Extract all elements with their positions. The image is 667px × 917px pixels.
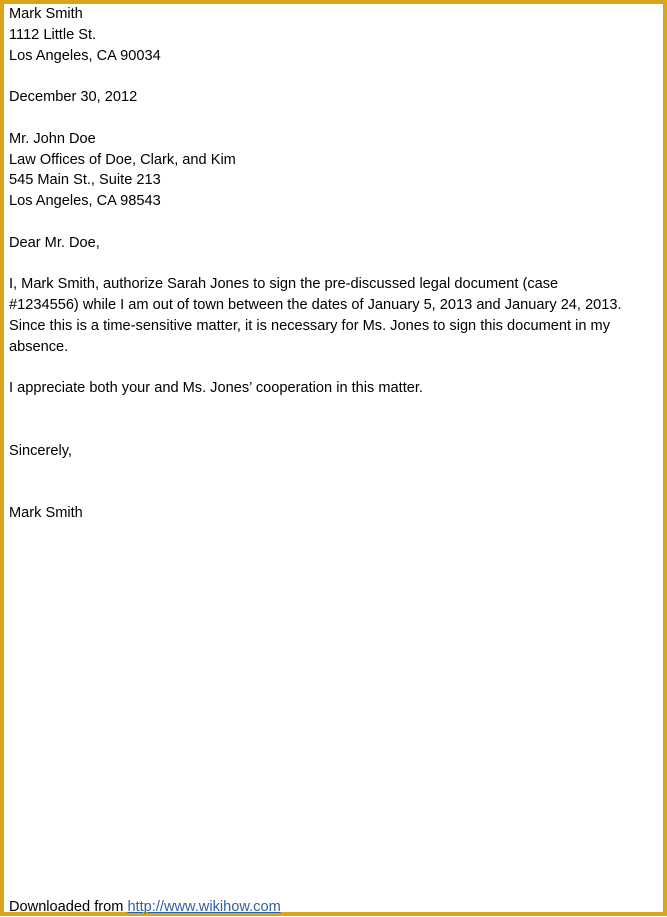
recipient-name: Mr. John Doe	[9, 130, 96, 147]
recipient-city: Los Angeles, CA 98543	[9, 193, 161, 210]
spacer	[9, 358, 667, 379]
sender-city: Los Angeles, CA 90034	[9, 47, 161, 64]
sender-street: 1112 Little St.	[9, 26, 97, 43]
spacer	[9, 399, 667, 441]
body-paragraph-1-line: Since this is a time-sensitive matter, it is necessary for Ms. Jones to sign this document in my	[9, 317, 611, 334]
recipient-firm: Law Offices of Doe, Clark, and Kim	[9, 151, 236, 168]
closing: Sincerely,	[9, 442, 72, 459]
salutation: Dear Mr. Doe,	[9, 234, 100, 251]
body-paragraph-1-line: #1234556) while I am out of town between the dates of January 5, 2013 and January 24, 2013.	[9, 297, 622, 314]
footer-prefix: Downloaded from	[9, 899, 128, 915]
spacer	[9, 212, 667, 233]
wikihow-link[interactable]: http://www.wikihow.com	[127, 899, 281, 915]
spacer	[9, 66, 667, 87]
sender-name: Mark Smith	[9, 6, 83, 22]
spacer	[9, 254, 667, 275]
body-paragraph-1-line: I, Mark Smith, authorize Sarah Jones to sign the pre-discussed legal document (case	[9, 276, 559, 293]
spacer	[9, 462, 667, 504]
letter-date: December 30, 2012	[9, 89, 138, 106]
download-footer	[9, 897, 281, 917]
spacer	[9, 108, 667, 129]
body-paragraph-1-line: absence.	[9, 338, 69, 355]
letter-body	[9, 4, 667, 524]
recipient-street: 545 Main St., Suite 213	[9, 172, 161, 189]
signature-name: Mark Smith	[9, 505, 83, 522]
body-paragraph-2: I appreciate both your and Ms. Jones’ cooperation in this matter.	[9, 380, 423, 397]
